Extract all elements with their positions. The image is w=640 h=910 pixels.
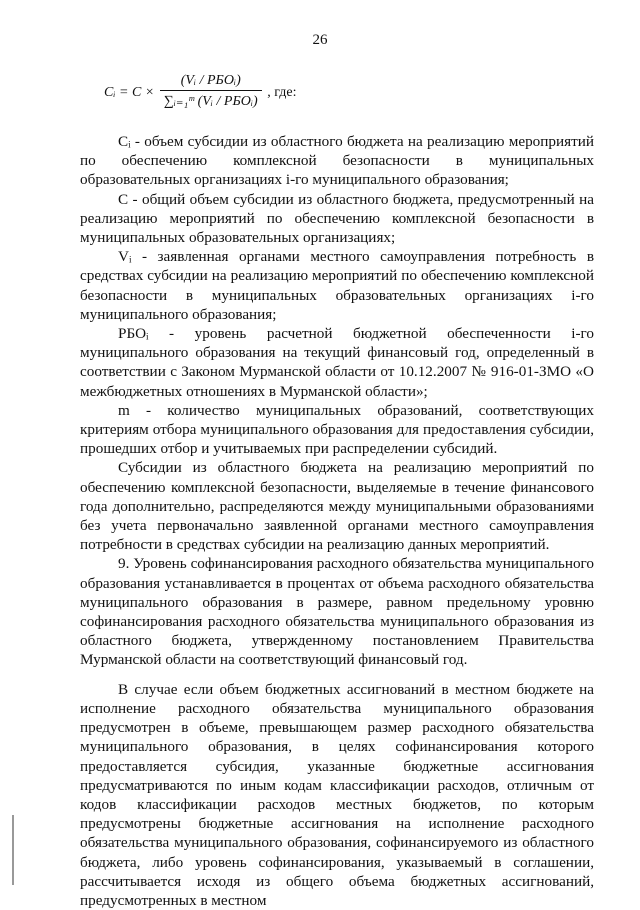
- paragraph-additional-subsidies: Субсидии из областного бюджета на реализацию мероприятий по обеспечению комплексной безопасности, выделяемые в течение финансового года дополнительно, распределяются между муниципальными образованиями без учета первоначально заявленной органами местного самоуправления потребности в средствах субсидии на реализацию данных мероприятий.: [80, 459, 594, 554]
- formula-denominator: ∑ᵢ₌₁ᵐ (Vᵢ / РБОᵢ): [163, 94, 258, 109]
- scan-edge-mark: [12, 815, 14, 885]
- page-number: 26: [312, 32, 328, 48]
- paragraph-m-definition: m - количество муниципальных образований, соответствующих критериям отбора муниципального образования для предоставления субсидии, прошедших отбор и учитываемых при распределении субсидий.: [80, 401, 594, 458]
- paragraph-rbo-definition: РБОᵢ - уровень расчетной бюджетной обеспеченности i-го муниципального образования на текущий финансовый год, определенный в соответствии с Законом Мурманской области от 10.12.2007 № 916-01-ЗМО «О межбюджетных отношениях в Мурманской области»;: [80, 325, 594, 400]
- paragraph-c-definition: C - общий объем субсидии из областного бюджета, предусмотренный на реализацию мероприятий по обеспечению комплексной безопасности в муниципальных образовательных организациях;: [80, 190, 594, 247]
- formula-fraction: [160, 72, 262, 113]
- subsidy-formula: [104, 72, 296, 113]
- formula-tail: , где:: [267, 84, 297, 100]
- paragraph-budget-case: В случае если объем бюджетных ассигнований в местном бюджете на исполнение расходного обязательства муниципального образования предусмотрен в объеме, превышающем размер расходного обязательства муниципального образования, в целях софинансирования которого предоставляется субсидия, указанные бюджетные ассигнования предусматриваются по иным кодам классификации расходов, отличным от кодов классификации расходов местных бюджетов, по которым предусмотрены бюджетные ассигнования на исполнение расходного обязательства муниципального образования, софинансируемого из областного бюджета, либо уровень софинансирования, указываемый в соглашении, рассчитывается исходя из общего объема бюджетных ассигнований, предусмотренных в местном: [80, 680, 594, 909]
- formula-numerator: (Vᵢ / РБОᵢ): [160, 72, 262, 91]
- paragraph-section-9: 9. Уровень софинансирования расходного обязательства муниципального образования устанавливается в процентах от объема расходного обязательства муниципального образования в размере, равном предельному уровню софинансирования расходного обязательства муниципального образования из областного бюджета, утвержденному постановлением Правительства Мурманской области на соответствующий финансовый год.: [80, 555, 594, 669]
- formula-lhs: Cᵢ = C ×: [104, 84, 155, 100]
- paragraph-ci-definition: Cᵢ - объем субсидии из областного бюджета на реализацию мероприятий по обеспечению комплексной безопасности в муниципальных образовательных организациях i-го муниципального образования;: [80, 133, 594, 189]
- document-body: [80, 132, 594, 910]
- paragraph-vi-definition: Vᵢ - заявленная органами местного самоуправления потребность в средствах субсидии на реализацию мероприятий по обеспечению комплексной безопасности в муниципальных образовательных организациях i-го муниципального образования;: [80, 248, 594, 323]
